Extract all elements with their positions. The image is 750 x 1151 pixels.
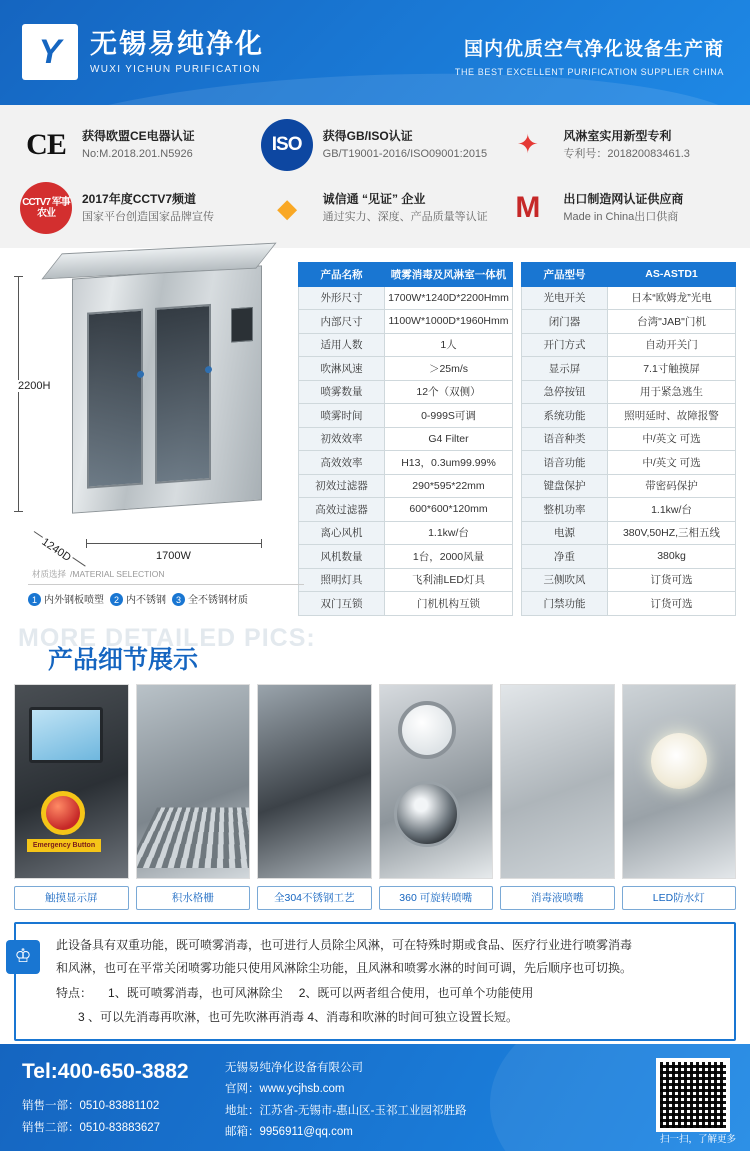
certification-item bbox=[255, 113, 496, 177]
cert-title: 2017年度CCTV7频道 bbox=[82, 192, 197, 207]
material-option[interactable] bbox=[110, 591, 166, 607]
spec-key: 外形尺寸 bbox=[299, 286, 385, 310]
detail-item[interactable] bbox=[622, 684, 737, 910]
specifications-section bbox=[0, 248, 750, 616]
spec-key: 高效过滤器 bbox=[299, 498, 385, 522]
phone-number[interactable]: Tel:400-650-3882 bbox=[22, 1060, 189, 1083]
led-lamp-icon bbox=[651, 733, 707, 789]
chengxintong-icon: ◆ bbox=[277, 192, 297, 223]
spec-value: 台湾"JAB"门机 bbox=[608, 310, 736, 334]
spec-value: 380V,50HZ,三相五线 bbox=[608, 521, 736, 545]
stainless-door-photo bbox=[257, 684, 372, 879]
cert-title: 出口制造网认证供应商 bbox=[563, 192, 684, 207]
material-title-cn: 材质选择 bbox=[32, 568, 67, 579]
spec-key: 离心风机 bbox=[299, 521, 385, 545]
grate-icon bbox=[136, 807, 251, 867]
certification-item bbox=[495, 177, 736, 241]
spec-value: 1.1kw/台 bbox=[385, 521, 513, 545]
option-number-icon: 1 bbox=[28, 593, 41, 606]
disinfectant-nozzle-photo bbox=[500, 684, 615, 879]
made-in-china-icon: M bbox=[515, 191, 540, 225]
cert-subtitle: GB/T19001-2016/ISO09001:2015 bbox=[322, 147, 488, 160]
spec-key: 语音种类 bbox=[522, 427, 608, 451]
spec-key: 喷雾数量 bbox=[299, 380, 385, 404]
spec-table-right bbox=[521, 262, 736, 616]
material-title bbox=[28, 566, 304, 580]
table-row bbox=[522, 310, 736, 334]
spec-value: 1100W*1000D*1960Hmm bbox=[385, 310, 513, 334]
company-email[interactable]: 邮箱：9956911@qq.com bbox=[225, 1125, 353, 1138]
table-row bbox=[299, 357, 513, 381]
touch-screen-icon bbox=[29, 707, 103, 763]
table-row bbox=[299, 404, 513, 428]
qr-code[interactable] bbox=[656, 1058, 730, 1132]
cert-title: 获得欧盟CE电器认证 bbox=[82, 128, 195, 143]
spec-value: 用于紧急逃生 bbox=[608, 380, 736, 404]
spec-value: 7.1寸触摸屏 bbox=[608, 357, 736, 381]
spec-key: 电源 bbox=[522, 521, 608, 545]
spec-key: 显示屏 bbox=[522, 357, 608, 381]
spec-value: 290*595*22mm bbox=[385, 474, 513, 498]
feature-2: 2、既可以两者组合使用，也可单个功能使用 bbox=[298, 986, 534, 1001]
qr-code-image bbox=[660, 1062, 726, 1128]
spec-value: 1人 bbox=[385, 333, 513, 357]
cert-subtitle: 国家平台创造国家品牌宣传 bbox=[82, 211, 214, 224]
spec-value: 1.1kw/台 bbox=[608, 498, 736, 522]
cert-subtitle: Made in China出口供商 bbox=[563, 211, 679, 224]
spec-value: 1台，2000风量 bbox=[385, 545, 513, 569]
spec-key: 系统功能 bbox=[522, 404, 608, 428]
spec-value: H13，0.3um99.99% bbox=[385, 451, 513, 475]
spec-value: 12个（双侧） bbox=[385, 380, 513, 404]
table-row bbox=[522, 545, 736, 569]
spec-value: 飞利浦LED灯具 bbox=[385, 568, 513, 592]
spec-value: 中/英文 可选 bbox=[608, 451, 736, 475]
height-dimension-label: 2200H bbox=[18, 380, 51, 392]
cert-subtitle: No:M.2018.201.N5926 bbox=[82, 147, 193, 160]
spec-value: 中/英文 可选 bbox=[608, 427, 736, 451]
pressure-gauge-icon bbox=[398, 701, 456, 759]
certification-item bbox=[14, 177, 255, 241]
table-row bbox=[299, 498, 513, 522]
detail-caption: LED防水灯 bbox=[622, 886, 737, 910]
page-header bbox=[0, 0, 750, 105]
table-row bbox=[522, 568, 736, 592]
company-name-cn: 无锡易纯净化 bbox=[90, 29, 264, 60]
table-header-row bbox=[522, 263, 736, 287]
material-option-label: 内不锈钢 bbox=[126, 594, 166, 606]
patent-icon: ✦ bbox=[516, 129, 538, 160]
spec-key: 三侧吹风 bbox=[522, 568, 608, 592]
detail-caption: 全304不锈钢工艺 bbox=[257, 886, 372, 910]
table-row bbox=[522, 357, 736, 381]
spec-value: 带密码保护 bbox=[608, 474, 736, 498]
emergency-stop-button-icon bbox=[41, 791, 85, 835]
detail-caption: 360 可旋转喷嘴 bbox=[379, 886, 494, 910]
table-row bbox=[522, 521, 736, 545]
spec-key: 适用人数 bbox=[299, 333, 385, 357]
table-row bbox=[522, 451, 736, 475]
table-row bbox=[299, 286, 513, 310]
spec-value: 照明延时、故障报警 bbox=[608, 404, 736, 428]
sales-dept-2: 销售二部：0510-83883627 bbox=[22, 1121, 161, 1134]
cert-subtitle: 通过实力、深度、产品质量等认证 bbox=[322, 211, 488, 224]
spec-key: 风机数量 bbox=[299, 545, 385, 569]
table-row bbox=[299, 380, 513, 404]
spec-key: 吹淋风速 bbox=[299, 357, 385, 381]
qr-caption: 扫一扫，了解更多 bbox=[659, 1134, 736, 1145]
material-selection-block bbox=[28, 566, 304, 607]
section-title: 产品细节展示 bbox=[48, 645, 199, 674]
column-header: 产品型号 bbox=[522, 263, 608, 287]
certification-item bbox=[14, 113, 255, 177]
certification-item bbox=[255, 177, 496, 241]
material-option-label: 内外钢板喷塑 bbox=[44, 594, 104, 606]
spec-key: 光电开关 bbox=[522, 286, 608, 310]
table-row bbox=[522, 427, 736, 451]
material-options bbox=[28, 591, 304, 607]
table-row bbox=[299, 451, 513, 475]
description-section bbox=[14, 922, 736, 1042]
spec-value: 600*600*120mm bbox=[385, 498, 513, 522]
table-row bbox=[299, 521, 513, 545]
table-row bbox=[299, 310, 513, 334]
certification-text bbox=[323, 127, 488, 163]
description-paragraph-1: 此设备具有双重功能，既可喷雾消毒，也可进行人员除尘风淋，可在特殊时期或食品、医疗行业进行喷雾消毒 bbox=[56, 937, 633, 952]
spec-key: 整机功率 bbox=[522, 498, 608, 522]
slogan-en: THE BEST EXCELLENT PURIFICATION SUPPLIER CHINA bbox=[454, 67, 724, 77]
feature-3: 3 、可以先消毒再吹淋，也可先吹淋再消毒 4、消毒和吹淋的时间可独立设置长短。 bbox=[78, 1009, 519, 1024]
page-footer bbox=[0, 1044, 750, 1151]
spec-key: 双门互锁 bbox=[299, 592, 385, 616]
detail-gallery-section bbox=[0, 623, 750, 910]
spec-value: 门机机构互锁 bbox=[385, 592, 513, 616]
iso-badge-icon: ISO bbox=[261, 119, 313, 171]
width-dimension-label: 1700W bbox=[156, 550, 191, 562]
spec-key: 初效效率 bbox=[299, 427, 385, 451]
floor-grate-photo bbox=[136, 684, 251, 879]
material-option[interactable] bbox=[172, 591, 248, 607]
column-header: 喷雾消毒及风淋室一体机 bbox=[385, 263, 513, 287]
detail-item[interactable] bbox=[257, 684, 372, 910]
company-name-en: WUXI YICHUN PURIFICATION bbox=[90, 63, 261, 75]
certification-item bbox=[495, 113, 736, 177]
features-label: 特点： bbox=[56, 986, 93, 1001]
spec-value: 日本“欧姆龙”光电 bbox=[608, 286, 736, 310]
sales-dept-1: 销售一部：0510-83881102 bbox=[22, 1100, 160, 1112]
certification-text bbox=[563, 127, 690, 163]
depth-dimension-label: 1240D bbox=[39, 535, 74, 565]
feature-1: 1、既可喷雾消毒，也可风淋除尘 bbox=[108, 986, 283, 1001]
spec-value: 380kg bbox=[608, 545, 736, 569]
air-shower-cabinet-illustration bbox=[72, 265, 262, 513]
spec-key: 开门方式 bbox=[522, 333, 608, 357]
spec-key: 喷雾时间 bbox=[299, 404, 385, 428]
certification-text bbox=[323, 190, 488, 226]
table-row bbox=[299, 333, 513, 357]
cabinet-left-door bbox=[87, 309, 143, 489]
table-row bbox=[299, 592, 513, 616]
spec-key: 内部尺寸 bbox=[299, 310, 385, 334]
spec-key: 净重 bbox=[522, 545, 608, 569]
cabinet-right-door bbox=[155, 304, 211, 484]
spec-key: 门禁功能 bbox=[522, 592, 608, 616]
brand-text bbox=[90, 29, 264, 74]
features-line-1 bbox=[56, 982, 720, 1005]
spec-value: ＞25m/s bbox=[385, 357, 513, 381]
table-row bbox=[522, 333, 736, 357]
width-dimension-line bbox=[86, 543, 262, 544]
spec-value: 自动开关门 bbox=[608, 333, 736, 357]
company-name: 无锡易纯净化设备有限公司 bbox=[225, 1062, 363, 1074]
company-website[interactable]: 官网：www.ycjhsb.com bbox=[225, 1083, 345, 1096]
company-address: 地址：江苏省-无锡市-惠山区-玉祁工业园祁胜路 bbox=[225, 1104, 467, 1117]
spec-key: 语音功能 bbox=[522, 451, 608, 475]
table-row bbox=[522, 380, 736, 404]
cctv-icon: CCTV7 军事 农业 bbox=[20, 182, 72, 234]
spec-value: 0-999S可调 bbox=[385, 404, 513, 428]
detail-caption: 积水格栅 bbox=[136, 886, 251, 910]
material-option-label: 全不锈钢材质 bbox=[188, 594, 248, 606]
table-row bbox=[299, 568, 513, 592]
certification-text bbox=[82, 190, 214, 226]
material-option[interactable] bbox=[28, 591, 104, 607]
control-panel-photo bbox=[14, 684, 129, 879]
height-dimension-line bbox=[18, 276, 19, 512]
table-row bbox=[299, 474, 513, 498]
detail-caption: 触摸显示屏 bbox=[14, 886, 129, 910]
spec-key: 照明灯具 bbox=[299, 568, 385, 592]
table-row bbox=[522, 592, 736, 616]
table-row bbox=[522, 498, 736, 522]
cert-title: 诚信通 “见证” 企业 bbox=[322, 192, 426, 207]
table-row bbox=[299, 427, 513, 451]
ce-mark-icon: CE bbox=[26, 127, 66, 161]
spec-key: 初效过滤器 bbox=[299, 474, 385, 498]
option-number-icon: 3 bbox=[172, 593, 185, 606]
spec-value: 订货可选 bbox=[608, 568, 736, 592]
description-paragraph-2: 和风淋，也可在平常关闭喷雾功能只使用风淋除尘功能，且风淋和喷雾水淋的时间可调，先后顺序也可切换。 bbox=[56, 960, 633, 975]
spec-key: 闭门器 bbox=[522, 310, 608, 334]
cert-subtitle: 专利号：201820083461.3 bbox=[563, 147, 690, 160]
material-title-en: /MATERIAL SELECTION bbox=[70, 568, 165, 579]
spec-key: 高效效率 bbox=[299, 451, 385, 475]
table-row bbox=[522, 404, 736, 428]
detail-item[interactable] bbox=[379, 684, 494, 910]
description-box bbox=[14, 922, 736, 1042]
brand-logo-block bbox=[22, 24, 264, 80]
detail-caption: 消毒液喷嘴 bbox=[500, 886, 615, 910]
cert-title: 获得GB/ISO认证 bbox=[322, 128, 413, 143]
spec-key: 急停按钮 bbox=[522, 380, 608, 404]
ghost-heading: MORE DETAILED PICS: bbox=[18, 623, 316, 652]
led-lamp-photo bbox=[622, 684, 737, 879]
rotating-nozzle-icon bbox=[394, 781, 460, 847]
detail-photo-grid bbox=[14, 684, 736, 910]
cabinet-control-panel bbox=[231, 307, 253, 343]
emergency-button-label: Emergency Button bbox=[27, 839, 101, 852]
detail-item[interactable] bbox=[14, 684, 129, 910]
option-number-icon: 2 bbox=[110, 593, 123, 606]
column-header: 产品名称 bbox=[299, 263, 385, 287]
spec-table-left bbox=[298, 262, 513, 616]
crown-icon: ♔ bbox=[6, 940, 40, 974]
slogan-cn: 国内优质空气净化设备生产商 bbox=[463, 39, 724, 60]
cert-title: 风淋室实用新型专利 bbox=[563, 128, 672, 143]
detail-item[interactable] bbox=[500, 684, 615, 910]
spec-value: G4 Filter bbox=[385, 427, 513, 451]
spec-value: 1700W*1240D*2200Hmm bbox=[385, 286, 513, 310]
certification-text bbox=[563, 190, 683, 226]
detail-item[interactable] bbox=[136, 684, 251, 910]
header-slogan bbox=[455, 34, 724, 77]
table-row bbox=[522, 474, 736, 498]
product-photo bbox=[14, 262, 290, 610]
table-header-row bbox=[299, 263, 513, 287]
certification-bar bbox=[0, 105, 750, 248]
table-row bbox=[299, 545, 513, 569]
sales-contacts bbox=[22, 1096, 160, 1140]
column-header: AS-ASTD1 bbox=[608, 263, 736, 287]
table-row bbox=[522, 286, 736, 310]
rotating-nozzle-photo bbox=[379, 684, 494, 879]
spec-value: 订货可选 bbox=[608, 592, 736, 616]
spec-key: 键盘保护 bbox=[522, 474, 608, 498]
company-info bbox=[225, 1058, 467, 1143]
divider bbox=[28, 584, 304, 585]
certification-text bbox=[82, 127, 195, 163]
logo-icon: Y bbox=[22, 24, 78, 80]
